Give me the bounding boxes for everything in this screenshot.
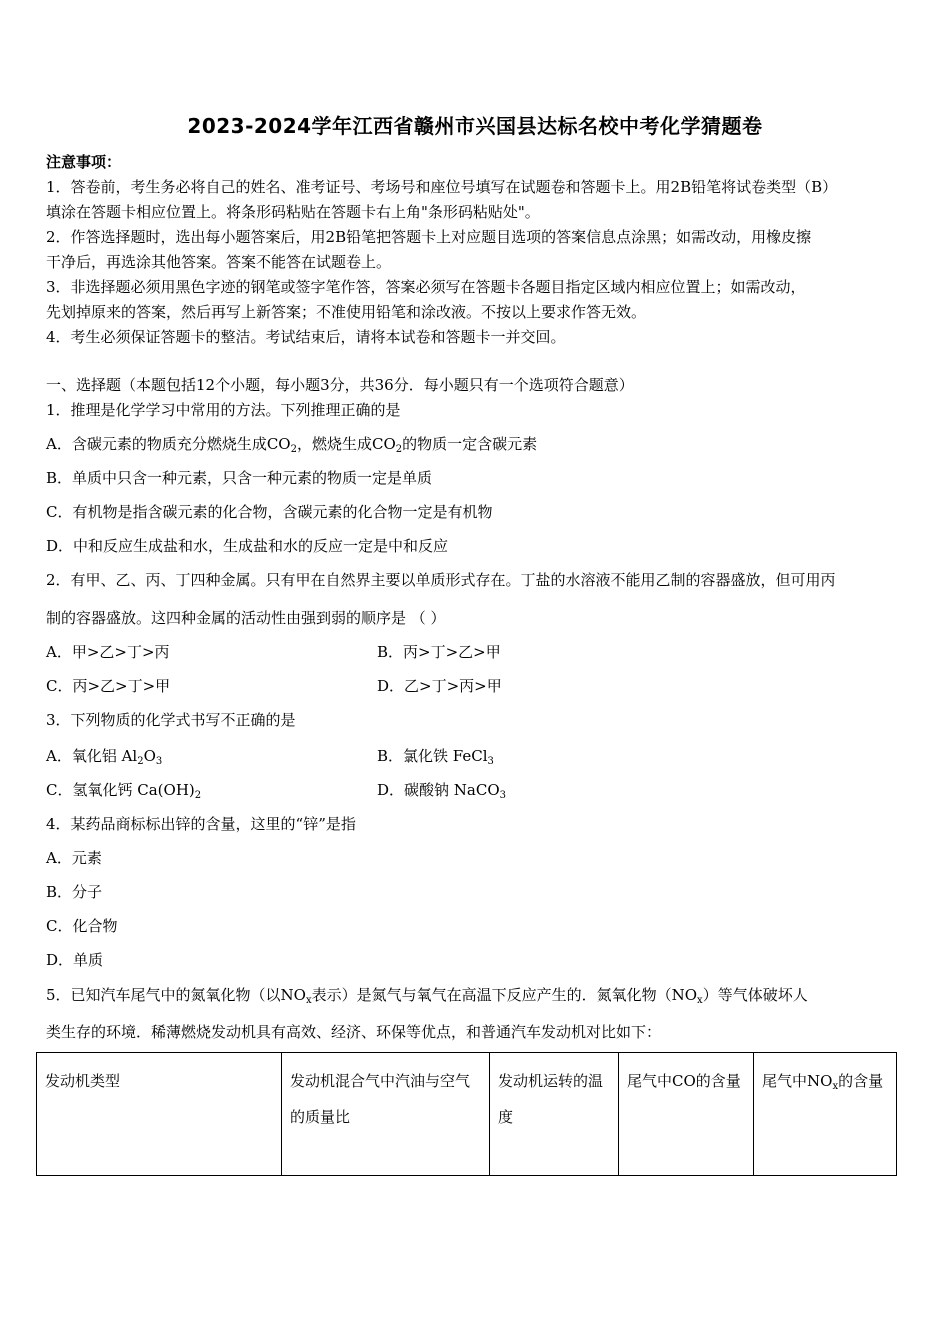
notice-heading: 注意事项： bbox=[46, 153, 122, 171]
question-1-option-b: B．单质中只含一种元素，只含一种元素的物质一定是单质 bbox=[46, 469, 433, 487]
question-4-option-d: D．单质 bbox=[46, 951, 104, 969]
page-title: 2023-2024学年江西省赣州市兴国县达标名校中考化学猜题卷 bbox=[187, 114, 763, 138]
question-4-stem: 4．某药品商标标出锌的含量，这里的“锌”是指 bbox=[46, 815, 356, 833]
question-1-option-d: D．中和反应生成盐和水，生成盐和水的反应一定是中和反应 bbox=[46, 537, 449, 555]
question-2-stem-cont: 制的容器盛放。这四种金属的活动性由强到弱的顺序是 （ ） bbox=[46, 609, 446, 627]
question-3-option-a: A．氧化铝 $Al_2O_3$ bbox=[46, 747, 163, 767]
notice-line: 先划掉原来的答案，然后再写上新答案；不准使用铅笔和涂改液。不按以上要求作答无效。 bbox=[46, 303, 647, 321]
notice-line: 3．非选择题必须用黑色字迹的钢笔或签字笔作答，答案必须写在答题卡各题目指定区域内相应位置上；如需改动， bbox=[46, 278, 806, 296]
question-2-option-d: D．乙>丁>丙>甲 bbox=[377, 677, 502, 695]
notice-line: 2．作答选择题时，选出每小题答案后，用2B铅笔把答题卡上对应题目选项的答案信息点涂黑；如需改动，用橡皮擦 bbox=[46, 228, 812, 246]
question-3-option-c: C．氢氧化钙 $Ca(OH)_2$ bbox=[46, 781, 202, 801]
question-2-option-b: B．丙>丁>乙>甲 bbox=[377, 643, 501, 661]
question-5-stem: 5．已知汽车尾气中的氮氧化物（以$NO_x$表示）是氮气与氧气在高温下反应产生的．氮氧化物$(NO_x)$等气体破坏人 bbox=[46, 986, 808, 1006]
question-1-stem: 1．推理是化学学习中常用的方法。下列推理正确的是 bbox=[46, 401, 401, 419]
notice-line: 干净后，再选涂其他答案。答案不能答在试题卷上。 bbox=[46, 253, 392, 271]
question-1-option-a: A．含碳元素的物质充分燃烧生成$CO_2$，燃烧生成$CO_2$的物质一定含碳元素 bbox=[46, 435, 538, 455]
notice-line: 4．考生必须保证答题卡的整洁。考试结束后，请将本试卷和答题卡一并交回。 bbox=[46, 328, 566, 346]
table-header-cell: 发动机类型 bbox=[37, 1053, 282, 1176]
notice-line: 1．答卷前，考生务必将自己的姓名、准考证号、考场号和座位号填写在试题卷和答题卡上。用2B铅笔将试卷类型（B） bbox=[46, 178, 838, 196]
question-3-option-d: D．碳酸钠 NaCO$_3$ bbox=[377, 781, 507, 801]
question-3-option-b: B．氯化铁 FeCl$_3$ bbox=[377, 747, 494, 767]
table-header-cell: 尾气中$NO_x$的含量 bbox=[754, 1053, 897, 1176]
table-header-cell: 发动机混合气中汽油与空气的质量比 bbox=[282, 1053, 490, 1176]
question-4-option-a: A．元素 bbox=[46, 849, 102, 867]
section-heading: 一、选择题（本题包括12个小题，每小题3分，共36分．每小题只有一个选项符合题意） bbox=[46, 376, 634, 394]
question-5-stem-cont: 类生存的环境．稀薄燃烧发动机具有高效、经济、环保等优点，和普通汽车发动机对比如下： bbox=[46, 1023, 662, 1041]
notice-line: 填涂在答题卡相应位置上。将条形码粘贴在答题卡右上角"条形码粘贴处"。 bbox=[46, 203, 540, 221]
question-2-option-a: A．甲>乙>丁>丙 bbox=[46, 643, 170, 661]
question-4-option-c: C．化合物 bbox=[46, 917, 118, 935]
question-3-stem: 3．下列物质的化学式书写不正确的是 bbox=[46, 711, 296, 729]
question-1-option-c: C．有机物是指含碳元素的化合物，含碳元素的化合物一定是有机物 bbox=[46, 503, 493, 521]
question-2-stem: 2．有甲、乙、丙、丁四种金属。只有甲在自然界主要以单质形式存在。丁盐的水溶液不能用乙制的容器盛放，但可用丙 bbox=[46, 571, 836, 589]
question-4-option-b: B．分子 bbox=[46, 883, 103, 901]
question-2-option-c: C．丙>乙>丁>甲 bbox=[46, 677, 171, 695]
engine-comparison-table bbox=[36, 1052, 897, 1176]
table-header-cell: 尾气中CO的含量 bbox=[619, 1053, 754, 1176]
table-header-cell: 发动机运转的温度 bbox=[490, 1053, 619, 1176]
table-header-row bbox=[37, 1053, 897, 1176]
